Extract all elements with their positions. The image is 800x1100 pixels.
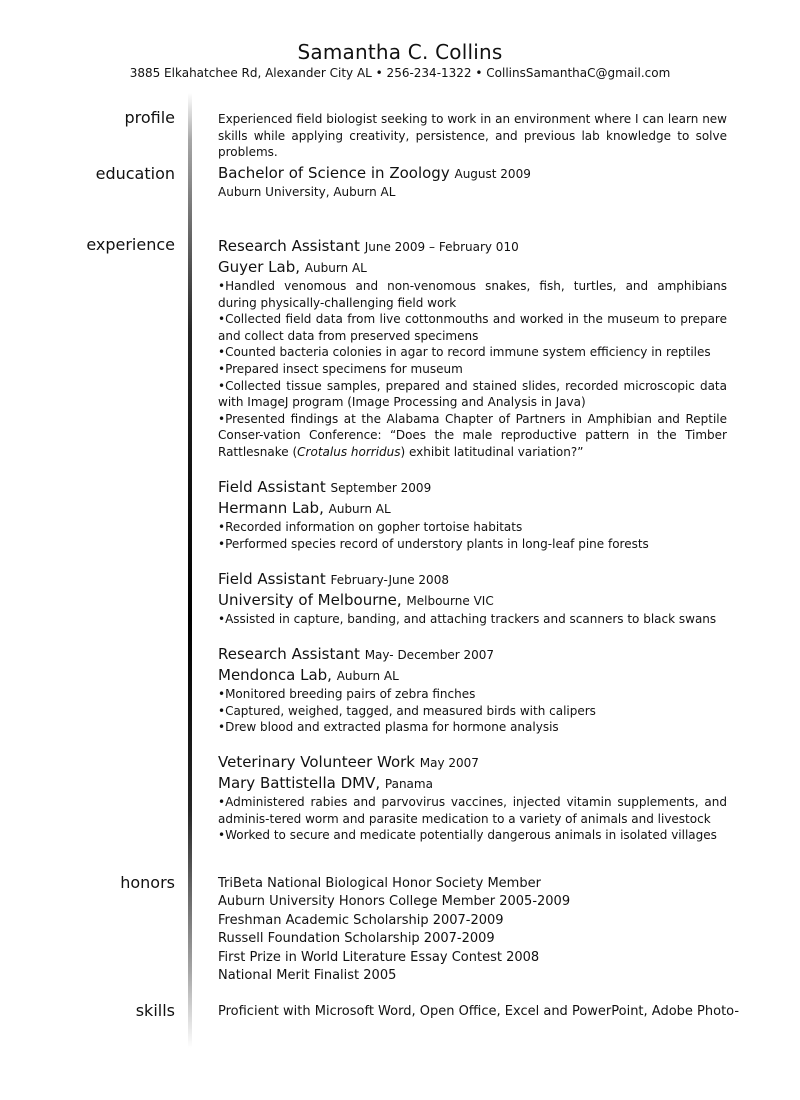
- skills-text: Proficient with Microsoft Word, Open Office, Excel and PowerPoint, Adobe Photo-: [218, 1004, 740, 1019]
- job-org: Guyer Lab,: [218, 258, 301, 276]
- bullet-item: •Counted bacteria colonies in agar to record immune system efficiency in reptiles: [218, 345, 711, 360]
- job-org-line: [218, 498, 727, 519]
- bullet-item: •Worked to secure and medicate potentially dangerous animals in isolated villages: [218, 828, 717, 843]
- job-location: Auburn AL: [336, 669, 399, 683]
- honors-label: honors: [120, 873, 175, 892]
- honor-item: Freshman Academic Scholarship 2007-2009: [218, 912, 504, 928]
- job-org-line: [218, 257, 727, 278]
- job-title: Field Assistant: [218, 570, 326, 588]
- honor-item: Russell Foundation Scholarship 2007-2009: [218, 931, 495, 947]
- profile-label: profile: [124, 108, 175, 127]
- bullet-item: •Captured, weighed, tagged, and measured birds with calipers: [218, 703, 596, 718]
- job-org: Mary Battistella DMV,: [218, 774, 381, 792]
- contact-line: 3885 Elkahatchee Rd, Alexander City AL • 256-234-1322 • CollinsSamanthaC@gmail.com: [129, 66, 671, 80]
- bullet-item: •Collected tissue samples, prepared and stained slides, recorded microscopic data with ImageJ program (Image Processing and Analysis in Java): [218, 378, 727, 410]
- education-degree-line: [218, 163, 727, 184]
- bullet-text: •Presented findings at the Alabama Chapter of Partners in Amphibian and Reptile Conser-vation Conference: “Does the male reproductive pattern in the Timber Rattlesnake (: [218, 411, 727, 459]
- bullet-item: •Assisted in capture, banding, and attaching trackers and scanners to black swans: [218, 612, 717, 626]
- job-title-line: [218, 569, 727, 590]
- experience-entry: [218, 569, 727, 628]
- bullet-item: •Collected field data from live cottonmouths and worked in the museum to prepare and collect data from preserved specimens: [218, 312, 727, 343]
- job-location: Panama: [384, 777, 433, 791]
- honor-item: National Merit Finalist 2005: [218, 968, 397, 984]
- degree-name: Bachelor of Science in Zoology: [218, 164, 450, 182]
- job-date: February-June 2008: [330, 573, 449, 587]
- job-date: May 2007: [419, 756, 479, 770]
- job-title-line: [218, 752, 727, 773]
- job-title: Research Assistant: [218, 645, 360, 663]
- species-name: Crotalus horridus: [297, 444, 401, 459]
- job-org-line: [218, 590, 727, 611]
- job-location: Auburn AL: [304, 261, 367, 275]
- job-title-line: [218, 644, 727, 665]
- job-title: Research Assistant: [218, 237, 360, 255]
- job-location: Auburn AL: [328, 502, 391, 516]
- school-name: Auburn University, Auburn AL: [218, 185, 396, 199]
- honor-item: Auburn University Honors College Member 2005-2009: [218, 894, 571, 910]
- experience-entry: [218, 477, 727, 552]
- bullet-item: •Prepared insect specimens for museum: [218, 361, 463, 376]
- job-bullets: [218, 686, 727, 736]
- honor-item: TriBeta National Biological Honor Society Member: [218, 876, 541, 891]
- bullet-text: ) exhibit latitudinal variation?”: [400, 444, 584, 459]
- job-org: Mendonca Lab,: [218, 666, 332, 684]
- bullet-item: •Drew blood and extracted plasma for hormone analysis: [218, 720, 559, 735]
- resume-name: Samantha C. Collins: [297, 40, 503, 64]
- job-title-line: [218, 236, 727, 257]
- job-location: Melbourne VIC: [406, 594, 494, 608]
- experience-entry: [218, 752, 727, 844]
- bullet-item: •Monitored breeding pairs of zebra finches: [218, 687, 476, 701]
- job-bullets: [218, 611, 727, 628]
- experience-entry: [218, 236, 727, 461]
- bullet-item: [218, 411, 727, 461]
- job-title-line: [218, 477, 727, 498]
- job-org-line: [218, 773, 727, 794]
- degree-date: August 2009: [454, 167, 531, 181]
- job-date: September 2009: [330, 481, 432, 495]
- job-bullets: [218, 278, 727, 461]
- honor-item: First Prize in World Literature Essay Contest 2008: [218, 949, 540, 965]
- bullet-item: •Performed species record of understory plants in long-leaf pine forests: [218, 536, 649, 551]
- bullet-item: •Recorded information on gopher tortoise habitats: [218, 520, 523, 534]
- job-org-line: [218, 665, 727, 686]
- job-bullets: [218, 519, 727, 552]
- job-org: University of Melbourne,: [218, 591, 402, 609]
- bullet-item: •Administered rabies and parvovirus vaccines, injected vitamin supplements, and adminis-tered worm and parasite medication to a variety of animals and livestock: [218, 795, 727, 826]
- skills-label: skills: [135, 1001, 175, 1020]
- bullet-item: •Handled venomous and non-venomous snakes, fish, turtles, and amphibians during physically-challenging field work: [218, 279, 727, 310]
- experience-entry: [218, 644, 727, 736]
- education-label: education: [95, 164, 175, 183]
- job-bullets: [218, 794, 727, 844]
- education-block: [218, 163, 727, 201]
- job-org: Hermann Lab,: [218, 499, 324, 517]
- job-date: May- December 2007: [364, 648, 495, 662]
- section-divider: [188, 93, 192, 1048]
- job-title: Field Assistant: [218, 478, 326, 496]
- job-date: June 2009 – February 010: [364, 240, 519, 254]
- honors-list: [218, 875, 727, 985]
- profile-text: Experienced field biologist seeking to work in an environment where I can learn new skills while applying creativity, persistence, and previous lab knowledge to solve problems.: [218, 112, 727, 159]
- experience-label: experience: [86, 235, 175, 254]
- job-title: Veterinary Volunteer Work: [218, 753, 415, 771]
